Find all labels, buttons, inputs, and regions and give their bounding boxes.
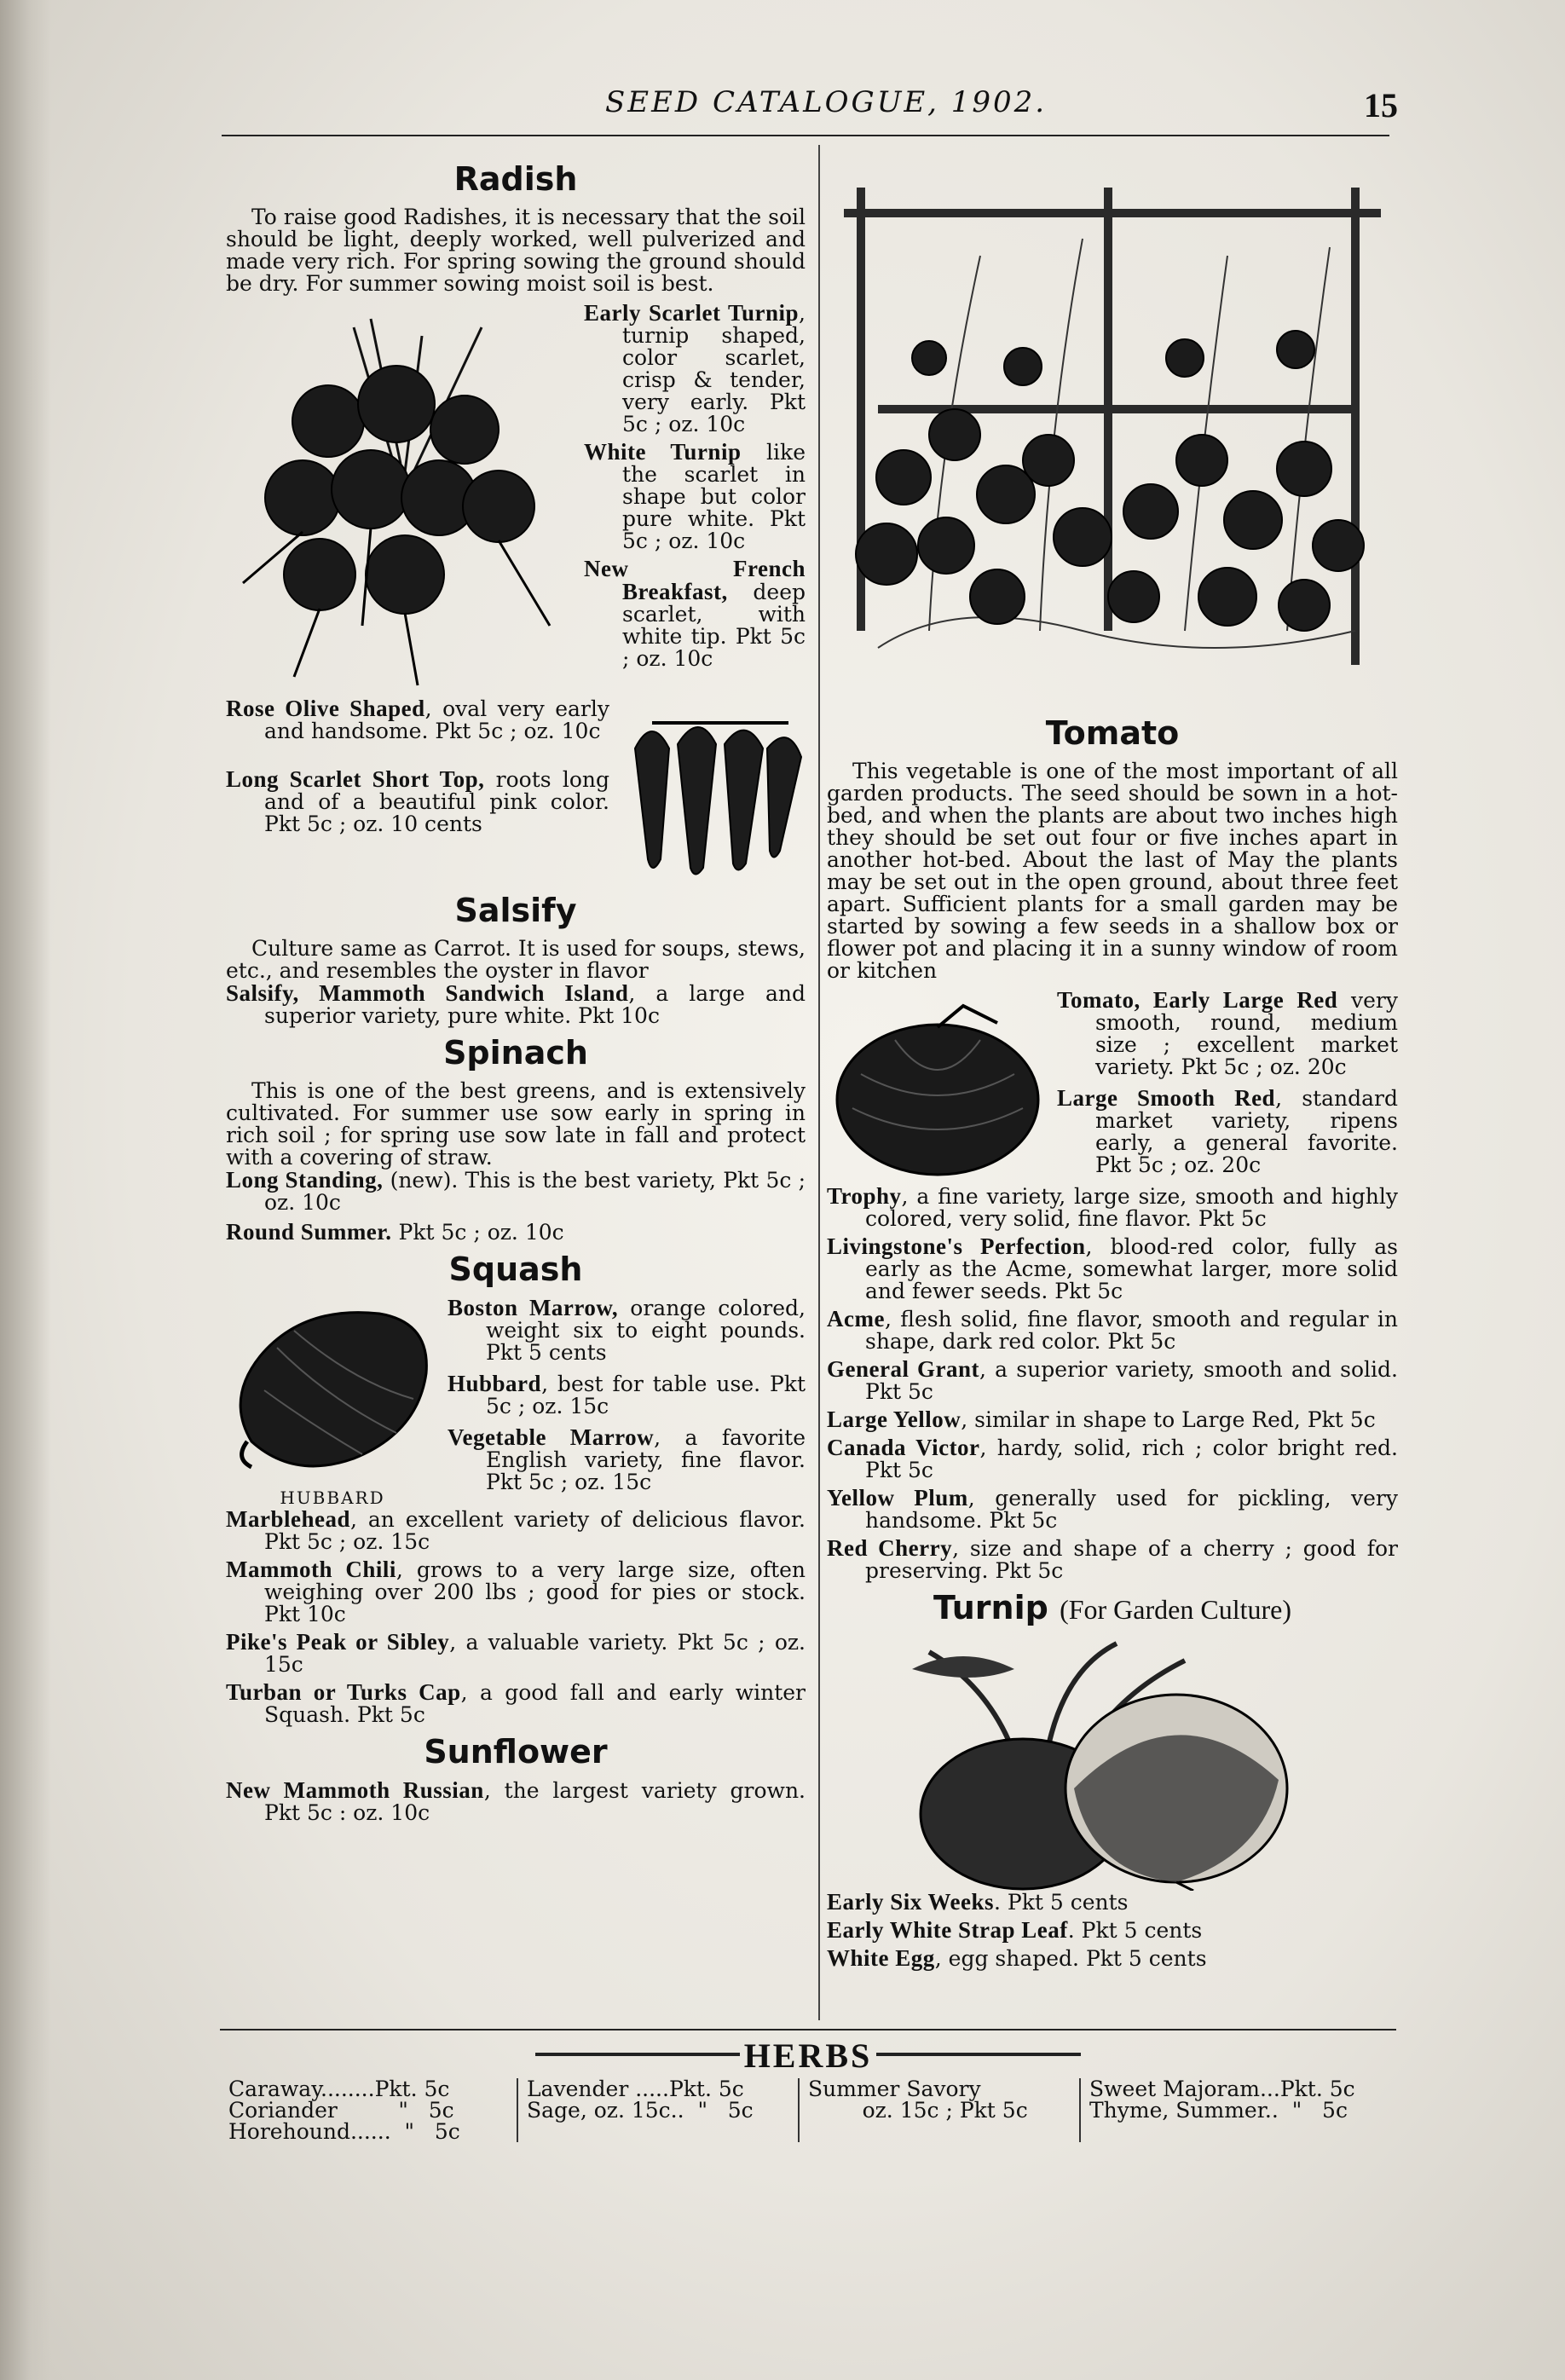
tomato-section xyxy=(827,153,1398,1582)
herbs-swash-left xyxy=(535,2053,740,2056)
herbs-column-4 xyxy=(1081,2078,1388,2142)
turnip-item-early-white-strap-leaf: Early White Strap Leaf. Pkt 5 cents xyxy=(827,1917,1203,1943)
hubbard-caption: HUBBARD xyxy=(280,1488,385,1508)
tomato-item-large-yellow: Large Yellow, similar in shape to Large Red, Pkt 5c xyxy=(827,1407,1376,1432)
herb-line: Lavender .....Pkt. 5c xyxy=(527,2077,744,2101)
herbs-section xyxy=(220,2029,1396,2142)
tomato-item-large-smooth-red: Large Smooth Red, standard market variety, ripens early, a general favorite. Pkt 5c ; oz. 20c xyxy=(1057,1085,1399,1177)
right-column xyxy=(827,153,1398,1975)
page-header xyxy=(222,85,1398,136)
tomato-heading: Tomato xyxy=(1045,714,1180,752)
squash-item-pikes-peak: Pike's Peak or Sibley, a valuable variety. Pkt 5c ; oz. 15c xyxy=(226,1629,806,1677)
tomato-item-general-grant: General Grant, a superior variety, smooth and solid. Pkt 5c xyxy=(827,1356,1398,1404)
turnip-heading-row xyxy=(827,1589,1398,1626)
tomato-item-canada-victor: Canada Victor, hardy, solid, rich ; color bright red. Pkt 5c xyxy=(827,1435,1398,1482)
turnip-item-early-six-weeks: Early Six Weeks. Pkt 5 cents xyxy=(827,1889,1129,1915)
herbs-grid xyxy=(220,2078,1396,2142)
herb-line: Summer Savory xyxy=(808,2077,981,2101)
herb-line: Horehound...... " 5c xyxy=(228,2119,460,2144)
squash-item-marblehead: Marblehead, an excellent variety of delicious flavor. Pkt 5c ; oz. 15c xyxy=(226,1506,806,1554)
hubbard-squash-illustration xyxy=(226,1297,439,1508)
turnip-section xyxy=(827,1589,1398,1970)
turnip-item-white-egg: White Egg, egg shaped. Pkt 5 cents xyxy=(827,1945,1207,1971)
tomato-fruit-illustration xyxy=(827,989,1048,1185)
tomato-item-early-large-red: Tomato, Early Large Red very smooth, round, medium size ; excellent market variety. Pkt 5c ; oz. 20c xyxy=(1057,987,1398,1079)
herbs-column-1 xyxy=(220,2078,518,2142)
salsify-item-mammoth-sandwich-island: Salsify, Mammoth Sandwich Island, a large and superior variety, pure white. Pkt 10c xyxy=(226,980,806,1028)
spinach-section xyxy=(226,1034,806,1244)
tomato-item-yellow-plum: Yellow Plum, generally used for pickling, very handsome. Pkt 5c xyxy=(827,1485,1399,1533)
tomato-item-trophy: Trophy, a fine variety, large size, smooth and highly colored, very solid, fine flavor. Pkt 5c xyxy=(827,1183,1398,1231)
radish-item-early-scarlet-turnip: Early Scarlet Turnip, turnip shaped, color scarlet, crisp & tender, very early. Pkt 5c ; oz. 10c xyxy=(584,300,806,436)
squash-item-vegetable-marrow: Vegetable Marrow, a favorite English variety, fine flavor. Pkt 5c ; oz. 15c xyxy=(448,1424,806,1494)
herb-line: Coriander " 5c xyxy=(228,2098,454,2123)
radish-intro: To raise good Radishes, it is necessary that the soil should be light, deeply worked, well pulverized and made very rich. For spring sowing the ground should be dry. For summer sowing moist soil is best. xyxy=(226,205,806,296)
radish-item-long-scarlet-short-top: Long Scarlet Short Top, roots long and of a beautiful pink color. Pkt 5c ; oz. 10 cents xyxy=(226,766,609,836)
radish-item-white-turnip: White Turnip like the scarlet in shape but color pure white. Pkt 5c ; oz. 10c xyxy=(584,439,806,553)
salsify-heading: Salsify xyxy=(454,892,577,929)
herbs-column-3 xyxy=(800,2078,1081,2142)
tomato-trellis-illustration xyxy=(827,153,1398,708)
spinach-heading: Spinach xyxy=(443,1034,588,1072)
radish-section xyxy=(226,160,806,885)
sunflower-section xyxy=(226,1733,806,1824)
salsify-section xyxy=(226,892,806,1027)
squash-item-turban: Turban or Turks Cap, a good fall and early winter Squash. Pkt 5c xyxy=(226,1679,806,1727)
tomato-item-acme: Acme, flesh solid, fine flavor, smooth and regular in shape, dark red color. Pkt 5c xyxy=(827,1306,1398,1354)
turnip-heading: Turnip xyxy=(933,1589,1048,1626)
radish-item-rose-olive-shaped: Rose Olive Shaped, oval very early and handsome. Pkt 5c ; oz. 10c xyxy=(226,696,610,743)
page-spine-shadow xyxy=(0,0,51,2380)
spinach-item-round-summer: Round Summer. Pkt 5c ; oz. 10c xyxy=(226,1219,564,1245)
turnip-illustration xyxy=(895,1635,1398,1891)
radish-bunch-illustration xyxy=(226,302,575,694)
spinach-item-long-standing: Long Standing, (new). This is the best variety, Pkt 5c ; oz. 10c xyxy=(226,1167,806,1215)
herb-line: Sweet Majoram...Pkt. 5c xyxy=(1089,2077,1355,2101)
tomato-item-red-cherry: Red Cherry, size and shape of a cherry ; good for preserving. Pkt 5c xyxy=(827,1535,1399,1583)
long-radish-illustration xyxy=(618,697,806,885)
squash-item-mammoth-chili: Mammoth Chili, grows to a very large size, often weighing over 200 lbs ; good for pies or stock. Pkt 10c xyxy=(226,1557,806,1626)
squash-section xyxy=(226,1251,806,1726)
squash-heading: Squash xyxy=(448,1251,583,1288)
squash-item-hubbard: Hubbard, best for table use. Pkt 5c ; oz. 15c xyxy=(448,1371,806,1418)
herbs-swash-right xyxy=(876,2053,1081,2056)
herb-line: Thyme, Summer.. " 5c xyxy=(1089,2098,1348,2123)
radish-heading: Radish xyxy=(453,160,578,198)
tomato-item-livingstones-perfection: Livingstone's Perfection, blood-red color, fully as early as the Acme, somewhat larger, more solid and fewer seeds. Pkt 5c xyxy=(827,1233,1398,1303)
sunflower-item-new-mammoth-russian: New Mammoth Russian, the largest variety grown. Pkt 5c : oz. 10c xyxy=(226,1777,806,1825)
left-column xyxy=(226,153,806,1829)
column-divider xyxy=(818,145,820,2020)
herbs-heading: HERBS xyxy=(743,2036,873,2075)
radish-item-new-french-breakfast: New French Breakfast, deep scarlet, with white tip. Pkt 5c ; oz. 10c xyxy=(584,556,806,671)
salsify-intro: Culture same as Carrot. It is used for soups, stews, etc., and resembles the oyster in flavor xyxy=(226,936,806,983)
squash-item-boston-marrow: Boston Marrow, orange colored, weight six to eight pounds. Pkt 5 cents xyxy=(448,1295,806,1365)
tomato-intro: This vegetable is one of the most important of all garden products. The seed should be sown in a hot-bed, and when the plants are about two inches high they should be set out four or five inches apart in another hot-bed. About the last of May the plants may be set out in the open ground, about three feet apart. Sufficient plants for a small garden may be started by sowing a few seeds in a shallow box or flower pot and placing it in a sunny window of room or kitchen xyxy=(827,759,1398,983)
turnip-subheading: (For Garden Culture) xyxy=(1060,1594,1291,1625)
spinach-intro: This is one of the best greens, and is extensively cultivated. For summer use sow early in spring in rich soil ; for spring use sow late in fall and protect with a covering of straw. xyxy=(226,1078,806,1170)
herb-line: oz. 15c ; Pkt 5c xyxy=(808,2098,1028,2123)
sunflower-heading: Sunflower xyxy=(424,1733,608,1771)
page-number: 15 xyxy=(1364,86,1398,124)
herb-line: Caraway........Pkt. 5c xyxy=(228,2077,450,2101)
catalogue-title: SEED CATALOGUE, 1902. xyxy=(605,85,1048,119)
herb-line: Sage, oz. 15c.. " 5c xyxy=(527,2098,754,2123)
herbs-top-rule xyxy=(220,2029,1396,2031)
herbs-column-2 xyxy=(518,2078,800,2142)
